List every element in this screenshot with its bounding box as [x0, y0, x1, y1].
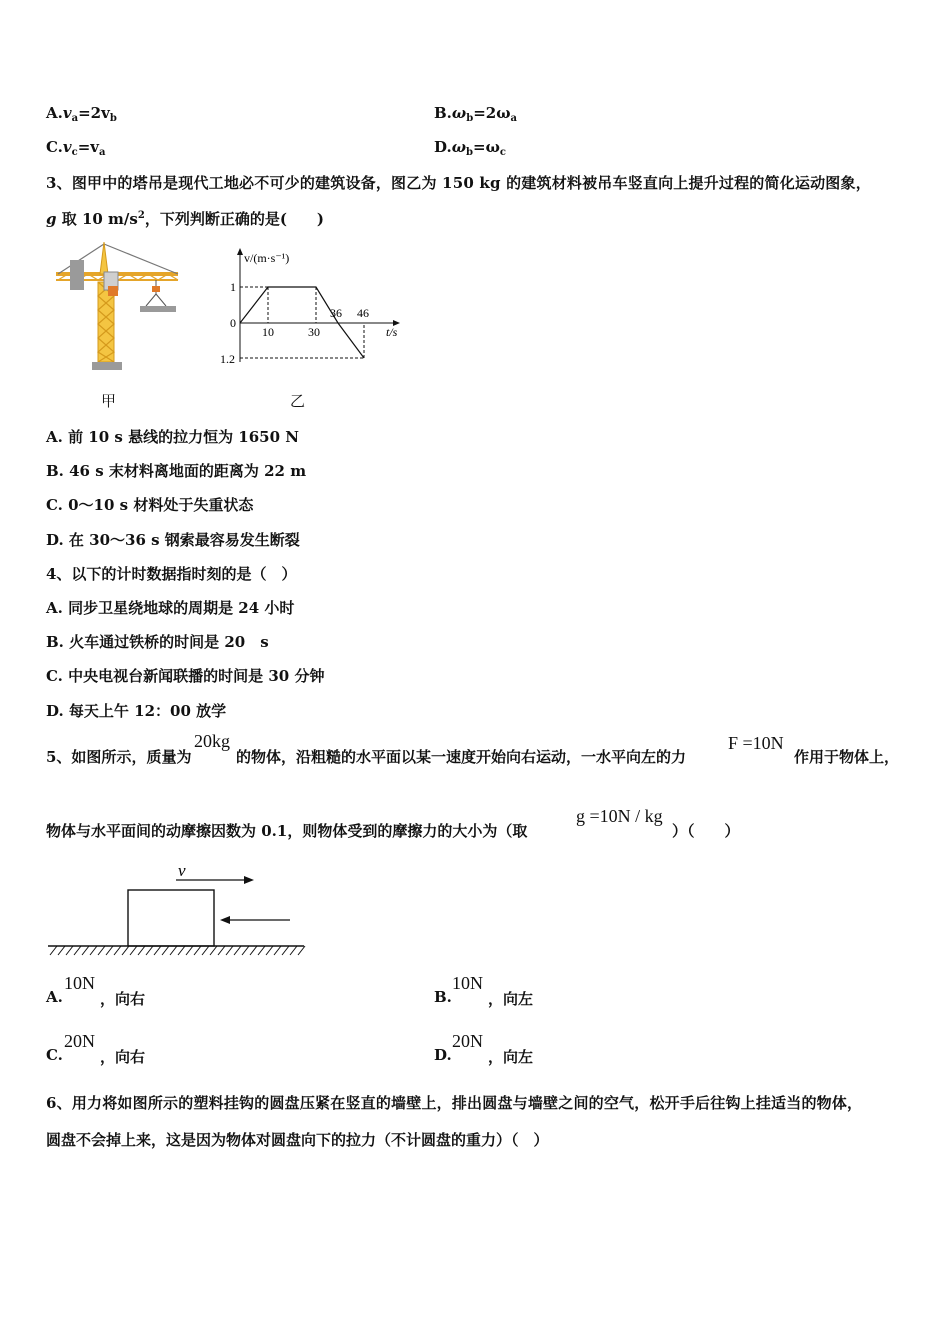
figure-label-yi: 乙 [290, 392, 306, 410]
q5-mass: 20kg [194, 731, 230, 751]
q5-line2-a: 物体与水平面间的动摩擦因数为 0.1，则物体受到的摩擦力的大小为（取 [46, 822, 528, 840]
crane-base [92, 362, 122, 370]
q3-stem-line1: 3、图甲中的塔吊是现代工地必不可少的建筑设备，图乙为 150 kg 的建筑材料被吊车竖直向上提升过程的简化运动图象， [46, 174, 871, 192]
q5-line2-b: ）（ ） [672, 822, 740, 840]
graph-xlabel: t/s [386, 325, 398, 339]
q6-stem-line2: 圆盘不会掉上来，这是因为物体对圆盘向下的拉力（不计圆盘的重力）（ ） [46, 1131, 549, 1149]
q5-gval: g =10N / kg [576, 806, 663, 826]
q5-option-b-dir: ，向左 [488, 990, 534, 1008]
q5-line1-c: 作用于物体上， [794, 748, 900, 766]
prev-option-a: $A.v_a=2v_b$ [46, 104, 117, 124]
velocity-label: v [178, 861, 186, 880]
q5-option-d-dir: ，向左 [488, 1048, 534, 1066]
graph-t36: 36 [330, 306, 342, 320]
graph-t46: 46 [357, 306, 369, 320]
figure-label-jia: 甲 [101, 392, 117, 410]
q4-option-b: B. 火车通过铁桥的时间是 20 s [46, 633, 269, 651]
q5-line1-a: 5、如图所示，质量为 [46, 748, 192, 766]
graph-ylabel: v/(m·s⁻¹) [244, 251, 290, 265]
block [128, 890, 214, 946]
q3-option-c: C. 0～10 s 材料处于失重状态 [46, 496, 254, 514]
vt-graph [210, 244, 410, 374]
q5-line1-b: 的物体，沿粗糙的水平面以某一速度开始向右运动，一水平向左的力 [236, 748, 687, 766]
graph-t10: 10 [262, 325, 274, 339]
graph-t30: 30 [308, 325, 320, 339]
q6-stem-line1: 6、用力将如图所示的塑料挂钩的圆盘压紧在竖直的墙壁上，排出圆盘与墙壁之间的空气，松开手后往钩上挂适当的物体， [46, 1094, 863, 1112]
tower-crane-figure [48, 238, 188, 378]
q5-option-a-value: 10N [64, 973, 95, 993]
q5-force: F =10N [728, 733, 784, 753]
q5-option-c-dir: ，向右 [100, 1048, 146, 1066]
load-plate [140, 306, 176, 312]
q5-option-b-label: B. [434, 988, 452, 1006]
q5-option-a-label: A. [46, 988, 63, 1006]
q5-option-a-dir: ，向右 [100, 990, 146, 1008]
q5-option-d-value: 20N [452, 1031, 483, 1051]
block-on-surface-figure [44, 858, 310, 962]
graph-yneg: 1.2 [220, 352, 235, 366]
q3-option-d: D. 在 30～36 s 钢索最容易发生断裂 [46, 531, 300, 549]
q3-stem-line2: g 取 10 $m/s^2$，下列判断正确的是( ) [46, 210, 325, 228]
counterweight [70, 260, 84, 290]
graph-y0: 0 [230, 316, 236, 330]
q3-option-b: B. 46 s 末材料离地面的距离为 22 m [46, 462, 307, 480]
q5-option-c-value: 20N [64, 1031, 95, 1051]
q5-option-c-label: C. [46, 1046, 63, 1064]
q4-option-c: C. 中央电视台新闻联播的时间是 30 分钟 [46, 667, 325, 685]
graph-y1: 1 [230, 280, 236, 294]
prev-option-b: $B.\omega_b=2\omega_a$ [434, 104, 517, 124]
q4-stem: 4、以下的计时数据指时刻的是（ ） [46, 565, 297, 583]
prev-option-c: $C.v_c=v_a$ [46, 138, 106, 158]
q5-option-d-label: D. [434, 1046, 452, 1064]
q4-option-a: A. 同步卫星绕地球的周期是 24 小时 [46, 599, 295, 617]
q5-option-b-value: 10N [452, 973, 483, 993]
q3-option-a: A. 前 10 s 悬线的拉力恒为 1650 N [46, 428, 299, 446]
q4-option-d: D. 每天上午 12：00 放学 [46, 702, 227, 720]
prev-option-d: $D.\omega_b=\omega_c$ [434, 138, 506, 158]
